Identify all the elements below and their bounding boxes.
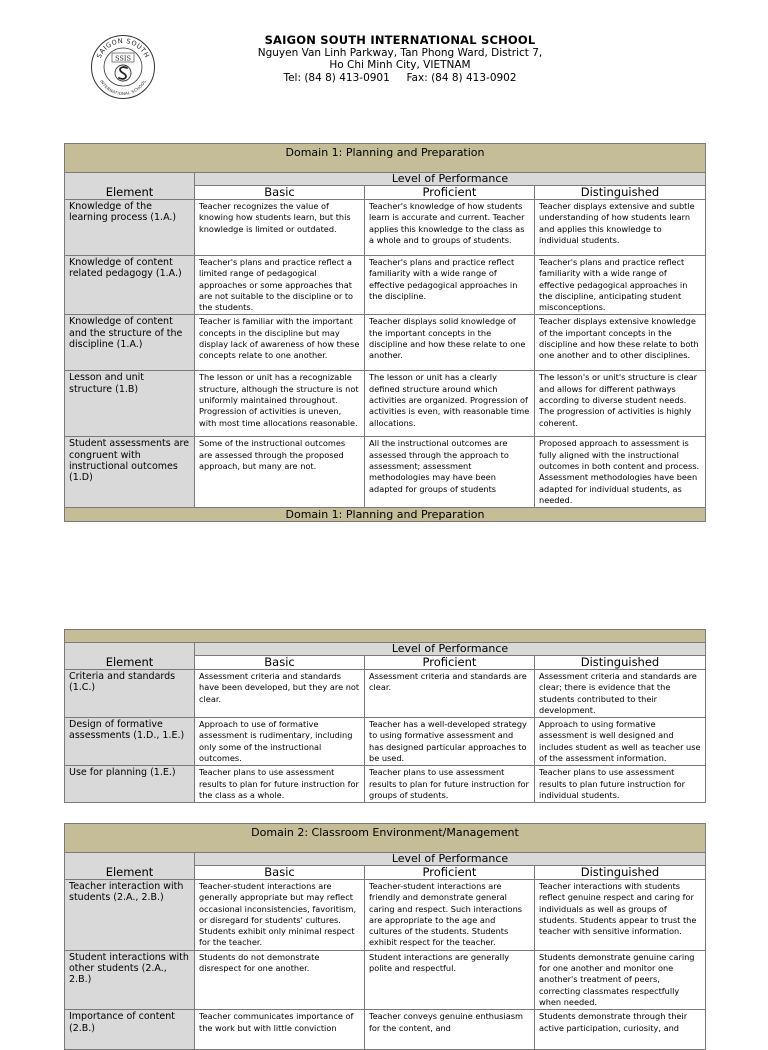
domain-footer-title: Domain 1: Planning and Preparation	[65, 508, 706, 522]
element-cell: Knowledge of content related pedagogy (1.A.)	[65, 256, 195, 315]
distinguished-cell: Proposed approach to assessment is fully aligned with the instructional outcomes in both content and process. Assessment methodologies have been adapted for individual students, as needed.	[535, 437, 706, 508]
element-cell: Student assessments are congruent with instructional outcomes (1.D)	[65, 437, 195, 508]
basic-cell: Some of the instructional outcomes are assessed through the proposed approach, but many are not.	[195, 437, 365, 508]
distinguished-cell: Students demonstrate genuine caring for one another and monitor one another's treatment of peers, correcting classmates respectfully when needed.	[535, 950, 706, 1009]
element-cell: Knowledge of content and the structure of the discipline (1.A.)	[65, 315, 195, 371]
logo-top-text: SAIGON SOUTH	[95, 36, 151, 60]
level-proficient: Proficient	[365, 866, 535, 880]
element-header: Element	[65, 643, 195, 670]
distinguished-cell: The lesson's or unit's structure is clear and allows for different pathways according to diverse student needs. The progression of activities is highly coherent.	[535, 371, 706, 437]
proficient-cell: Assessment criteria and standards are clear.	[365, 670, 535, 718]
basic-cell: Assessment criteria and standards have been developed, but they are not clear.	[195, 670, 365, 718]
proficient-cell: Teacher's plans and practice reflect familiarity with a wide range of effective pedagogical approaches in the discipline.	[365, 256, 535, 315]
table-row	[65, 950, 706, 1009]
table-row	[65, 766, 706, 803]
distinguished-cell: Teacher's plans and practice reflect familiarity with a wide range of effective pedagogical approaches in the discipline, anticipating student misconceptions.	[535, 256, 706, 315]
table-row	[65, 670, 706, 718]
proficient-cell: Student interactions are generally polite and respectful.	[365, 950, 535, 1009]
rubric-table-assessment	[64, 629, 706, 803]
element-cell: Importance of content (2.B.)	[65, 1010, 195, 1050]
logo-bottom-text: INTERNATIONAL SCHOOL	[99, 78, 147, 97]
basic-cell: Students do not demonstrate disrespect for one another.	[195, 950, 365, 1009]
table-row	[65, 256, 706, 315]
rubric-table-domain-1	[64, 143, 706, 522]
distinguished-cell: Teacher displays extensive knowledge of the important concepts in the discipline and how these relate to both one another and to other disciplines.	[535, 315, 706, 371]
domain-title: Domain 1: Planning and Preparation	[65, 144, 706, 173]
level-of-performance: Level of Performance	[195, 173, 706, 186]
table-row	[65, 880, 706, 951]
domain-title-empty	[65, 630, 706, 643]
logo-badge-text: SSIS	[115, 54, 131, 63]
table-row	[65, 1010, 706, 1050]
distinguished-cell: Approach to using formative assessment is well designed and includes student as well as teacher use of the assessment information.	[535, 718, 706, 766]
basic-cell: Teacher's plans and practice reflect a limited range of pedagogical approaches or some approaches that are not suitable to the discipline or to the students.	[195, 256, 365, 315]
basic-cell: Teacher plans to use assessment results to plan for future instruction for the class as a whole.	[195, 766, 365, 803]
proficient-cell: Teacher has a well-developed strategy to using formative assessment and has designed particular approaches to be used.	[365, 718, 535, 766]
element-header: Element	[65, 173, 195, 200]
basic-cell: Teacher communicates importance of the work but with little conviction	[195, 1010, 365, 1050]
level-of-performance: Level of Performance	[195, 853, 706, 866]
distinguished-cell: Teacher interactions with students reflect genuine respect and caring for individuals as well as groups of students. Students appear to trust the teacher with sensitive information.	[535, 880, 706, 951]
proficient-cell: Teacher plans to use assessment results to plan for future instruction for groups of students.	[365, 766, 535, 803]
proficient-cell: Teacher-student interactions are friendly and demonstrate general caring and respect. Such interactions are appropriate to the age and cultures of the students. Students exhibit respect for the teacher.	[365, 880, 535, 951]
basic-cell: The lesson or unit has a recognizable structure, although the structure is not uniformly maintained throughout. Progression of activities is uneven, with most time allocations reasonable.	[195, 371, 365, 437]
element-cell: Student interactions with other students (2.A., 2.B.)	[65, 950, 195, 1009]
element-header: Element	[65, 853, 195, 880]
element-cell: Use for planning (1.E.)	[65, 766, 195, 803]
address-line-1: Nguyen Van Linh Parkway, Tan Phong Ward, District 7,	[257, 46, 543, 59]
proficient-cell: All the instructional outcomes are assessed through the approach to assessment; assessment methodologies may have been adapted for groups of students	[365, 437, 535, 508]
table-row	[65, 315, 706, 371]
distinguished-cell: Teacher displays extensive and subtle understanding of how students learn and applies this knowledge to individual students.	[535, 200, 706, 256]
basic-cell: Teacher is familiar with the important concepts in the discipline but may display lack of awareness of how these concepts relate to one another.	[195, 315, 365, 371]
table-row	[65, 437, 706, 508]
proficient-cell: Teacher conveys genuine enthusiasm for the content, and	[365, 1010, 535, 1050]
element-cell: Design of formative assessments (1.D., 1.E.)	[65, 718, 195, 766]
level-of-performance: Level of Performance	[195, 643, 706, 656]
element-cell: Criteria and standards (1.C.)	[65, 670, 195, 718]
proficient-cell: Teacher displays solid knowledge of the important concepts in the discipline and how these relate to one another.	[365, 315, 535, 371]
element-cell: Lesson and unit structure (1.B)	[65, 371, 195, 437]
table-row	[65, 718, 706, 766]
school-header	[230, 34, 570, 84]
level-distinguished: Distinguished	[535, 866, 706, 880]
level-proficient: Proficient	[365, 656, 535, 670]
phone-fax: Tel: (84 8) 413-0901 Fax: (84 8) 413-0902	[283, 71, 517, 84]
school-logo	[90, 34, 156, 100]
level-distinguished: Distinguished	[535, 656, 706, 670]
rubric-table-domain-2	[64, 823, 706, 1050]
element-cell: Teacher interaction with students (2.A., 2.B.)	[65, 880, 195, 951]
table-row	[65, 371, 706, 437]
element-cell: Knowledge of the learning process (1.A.)	[65, 200, 195, 256]
distinguished-cell: Students demonstrate through their active participation, curiosity, and	[535, 1010, 706, 1050]
level-distinguished: Distinguished	[535, 186, 706, 200]
level-basic: Basic	[195, 656, 365, 670]
proficient-cell: The lesson or unit has a clearly defined structure around which activities are organized. Progression of activities is even, with reasonable time allocations.	[365, 371, 535, 437]
level-basic: Basic	[195, 866, 365, 880]
distinguished-cell: Assessment criteria and standards are clear; there is evidence that the students contributed to their development.	[535, 670, 706, 718]
level-proficient: Proficient	[365, 186, 535, 200]
basic-cell: Approach to use of formative assessment is rudimentary, including only some of the instructional outcomes.	[195, 718, 365, 766]
distinguished-cell: Teacher plans to use assessment results to plan future instruction for individual students.	[535, 766, 706, 803]
basic-cell: Teacher recognizes the value of knowing how students learn, but this knowledge is limited or outdated.	[195, 200, 365, 256]
table-row	[65, 200, 706, 256]
domain-title: Domain 2: Classroom Environment/Management	[65, 824, 706, 853]
basic-cell: Teacher-student interactions are generally appropriate but may reflect occasional inconsistencies, favoritism, or disregard for students' cultures. Students exhibit only minimal respect for the teacher.	[195, 880, 365, 951]
proficient-cell: Teacher's knowledge of how students learn is accurate and current. Teacher applies this knowledge to the class as a whole and to groups of students.	[365, 200, 535, 256]
address-line-2: Ho Chi Minh City, VIETNAM	[329, 59, 471, 71]
level-basic: Basic	[195, 186, 365, 200]
school-name: SAIGON SOUTH INTERNATIONAL SCHOOL	[264, 33, 536, 47]
